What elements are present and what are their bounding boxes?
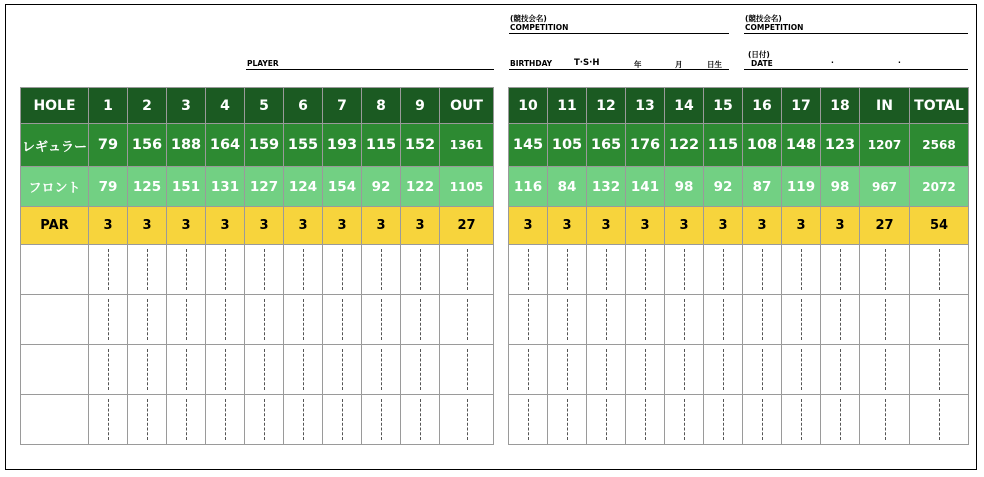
- score-cell[interactable]: [548, 345, 587, 395]
- par-value: 3: [743, 207, 782, 245]
- par-value: 3: [782, 207, 821, 245]
- front-grand-total: 2072: [910, 167, 969, 207]
- score-cell[interactable]: [587, 395, 626, 445]
- score-cell[interactable]: [245, 245, 284, 295]
- total-label: TOTAL: [910, 88, 969, 124]
- score-cell[interactable]: [509, 245, 548, 295]
- score-cell[interactable]: [509, 395, 548, 445]
- regular-tee-row: [21, 124, 494, 167]
- date-label-en: DATE: [751, 59, 773, 68]
- score-row: [21, 295, 494, 345]
- hole-number: 1: [89, 88, 128, 124]
- hole-number: 4: [206, 88, 245, 124]
- score-total-cell[interactable]: [910, 245, 969, 295]
- score-cell[interactable]: [587, 245, 626, 295]
- score-cell[interactable]: [362, 395, 401, 445]
- score-cell[interactable]: [743, 345, 782, 395]
- front-yardage: 127: [245, 167, 284, 207]
- score-cell[interactable]: [167, 295, 206, 345]
- score-cell[interactable]: [704, 395, 743, 445]
- front-yardage: 154: [323, 167, 362, 207]
- date-separator-1: ·: [831, 58, 834, 67]
- score-cell[interactable]: [284, 345, 323, 395]
- par-value: 3: [821, 207, 860, 245]
- score-cell[interactable]: [782, 345, 821, 395]
- hole-number: 2: [128, 88, 167, 124]
- regular-yardage: 159: [245, 124, 284, 167]
- par-value: 3: [401, 207, 440, 245]
- score-cell[interactable]: [587, 295, 626, 345]
- regular-tee-row: [509, 124, 969, 167]
- competition-label-jp-2: (競技会名): [745, 14, 782, 23]
- par-label: PAR: [21, 207, 89, 245]
- score-total-cell[interactable]: [440, 345, 494, 395]
- score-cell[interactable]: [782, 295, 821, 345]
- par-value: 3: [245, 207, 284, 245]
- in-label: IN: [860, 88, 910, 124]
- regular-out-total: 1361: [440, 124, 494, 167]
- front-yardage: 132: [587, 167, 626, 207]
- par-row: [21, 207, 494, 245]
- hole-number: 5: [245, 88, 284, 124]
- score-row: [509, 345, 969, 395]
- year-label: 年: [634, 60, 642, 69]
- hole-number: 11: [548, 88, 587, 124]
- front-yardage: 79: [89, 167, 128, 207]
- birthday-field[interactable]: [509, 69, 729, 70]
- score-row: [21, 345, 494, 395]
- score-cell[interactable]: [821, 345, 860, 395]
- score-cell[interactable]: [284, 395, 323, 445]
- front-yardage: 124: [284, 167, 323, 207]
- regular-yardage: 122: [665, 124, 704, 167]
- score-cell[interactable]: [128, 295, 167, 345]
- score-cell[interactable]: [89, 345, 128, 395]
- birthday-label: BIRTHDAY: [510, 59, 553, 68]
- hole-number: 10: [509, 88, 548, 124]
- hole-number: 9: [401, 88, 440, 124]
- regular-yardage: 123: [821, 124, 860, 167]
- score-cell[interactable]: [704, 295, 743, 345]
- player-name-cell[interactable]: [21, 245, 89, 295]
- score-total-cell[interactable]: [910, 345, 969, 395]
- par-grand-total: 54: [910, 207, 969, 245]
- score-cell[interactable]: [206, 345, 245, 395]
- score-cell[interactable]: [89, 395, 128, 445]
- regular-yardage: 152: [401, 124, 440, 167]
- out-label: OUT: [440, 88, 494, 124]
- hole-number: 18: [821, 88, 860, 124]
- player-name-cell[interactable]: [21, 395, 89, 445]
- score-cell[interactable]: [167, 245, 206, 295]
- hole-number: 14: [665, 88, 704, 124]
- score-cell[interactable]: [323, 245, 362, 295]
- front-yardage: 122: [401, 167, 440, 207]
- score-cell[interactable]: [401, 295, 440, 345]
- par-value: 3: [323, 207, 362, 245]
- hole-number: 3: [167, 88, 206, 124]
- score-cell[interactable]: [284, 245, 323, 295]
- regular-yardage: 115: [704, 124, 743, 167]
- score-cell[interactable]: [206, 395, 245, 445]
- score-cell[interactable]: [626, 245, 665, 295]
- score-cell[interactable]: [362, 245, 401, 295]
- score-cell[interactable]: [821, 245, 860, 295]
- score-row: [509, 395, 969, 445]
- score-cell[interactable]: [89, 295, 128, 345]
- score-total-cell[interactable]: [860, 245, 910, 295]
- score-cell[interactable]: [665, 345, 704, 395]
- score-cell[interactable]: [323, 395, 362, 445]
- date-field[interactable]: [744, 69, 968, 70]
- score-total-cell[interactable]: [860, 395, 910, 445]
- score-cell[interactable]: [782, 395, 821, 445]
- competition-field-2[interactable]: [744, 33, 968, 34]
- score-total-cell[interactable]: [910, 295, 969, 345]
- regular-yardage: 165: [587, 124, 626, 167]
- score-total-cell[interactable]: [910, 395, 969, 445]
- score-row: [21, 245, 494, 295]
- par-value: 3: [206, 207, 245, 245]
- player-field[interactable]: [246, 69, 494, 70]
- score-cell[interactable]: [245, 295, 284, 345]
- score-cell[interactable]: [245, 345, 284, 395]
- score-cell[interactable]: [284, 295, 323, 345]
- par-value: 3: [167, 207, 206, 245]
- regular-yardage: 188: [167, 124, 206, 167]
- par-value: 3: [665, 207, 704, 245]
- front-yardage: 92: [704, 167, 743, 207]
- par-value: 3: [704, 207, 743, 245]
- score-cell[interactable]: [128, 245, 167, 295]
- score-cell[interactable]: [362, 295, 401, 345]
- hole-number: 12: [587, 88, 626, 124]
- score-cell[interactable]: [128, 395, 167, 445]
- hole-number: 16: [743, 88, 782, 124]
- competition-label-en-1: COMPETITION: [510, 23, 569, 32]
- hole-number: 8: [362, 88, 401, 124]
- regular-yardage: 176: [626, 124, 665, 167]
- back-nine-table: [508, 87, 969, 445]
- par-value: 3: [362, 207, 401, 245]
- front-yardage: 119: [782, 167, 821, 207]
- score-total-cell[interactable]: [440, 295, 494, 345]
- front-yardage: 98: [821, 167, 860, 207]
- score-total-cell[interactable]: [860, 345, 910, 395]
- score-row: [509, 295, 969, 345]
- front-yardage: 87: [743, 167, 782, 207]
- score-total-cell[interactable]: [860, 295, 910, 345]
- competition-label-jp-1: (競技会名): [510, 14, 547, 23]
- score-cell[interactable]: [743, 245, 782, 295]
- front-out-total: 1105: [440, 167, 494, 207]
- score-cell[interactable]: [626, 395, 665, 445]
- regular-yardage: 148: [782, 124, 821, 167]
- regular-yardage: 108: [743, 124, 782, 167]
- score-cell[interactable]: [167, 395, 206, 445]
- score-cell[interactable]: [89, 245, 128, 295]
- par-out-total: 27: [440, 207, 494, 245]
- score-cell[interactable]: [245, 395, 284, 445]
- par-row: [509, 207, 969, 245]
- par-value: 3: [626, 207, 665, 245]
- score-cell[interactable]: [626, 345, 665, 395]
- hole-row: [509, 88, 969, 124]
- score-cell[interactable]: [401, 395, 440, 445]
- score-cell[interactable]: [626, 295, 665, 345]
- date-separator-2: ·: [898, 58, 901, 67]
- par-value: 3: [548, 207, 587, 245]
- regular-grand-total: 2568: [910, 124, 969, 167]
- front-yardage: 125: [128, 167, 167, 207]
- score-cell[interactable]: [548, 395, 587, 445]
- front-yardage: 98: [665, 167, 704, 207]
- front-yardage: 92: [362, 167, 401, 207]
- regular-yardage: 156: [128, 124, 167, 167]
- score-cell[interactable]: [206, 295, 245, 345]
- score-cell[interactable]: [665, 295, 704, 345]
- regular-in-total: 1207: [860, 124, 910, 167]
- score-cell[interactable]: [128, 345, 167, 395]
- score-cell[interactable]: [704, 245, 743, 295]
- competition-label-en-2: COMPETITION: [745, 23, 804, 32]
- score-cell[interactable]: [782, 245, 821, 295]
- regular-yardage: 105: [548, 124, 587, 167]
- par-value: 3: [587, 207, 626, 245]
- score-cell[interactable]: [548, 245, 587, 295]
- par-value: 3: [509, 207, 548, 245]
- regular-yardage: 145: [509, 124, 548, 167]
- regular-yardage: 164: [206, 124, 245, 167]
- regular-tee-label: レギュラー: [21, 124, 89, 167]
- score-cell[interactable]: [704, 345, 743, 395]
- score-cell[interactable]: [509, 295, 548, 345]
- era-label: T·S·H: [574, 58, 600, 68]
- score-cell[interactable]: [548, 295, 587, 345]
- score-cell[interactable]: [167, 345, 206, 395]
- score-cell[interactable]: [323, 345, 362, 395]
- hole-label: HOLE: [21, 88, 89, 124]
- player-name-cell[interactable]: [21, 345, 89, 395]
- hole-number: 13: [626, 88, 665, 124]
- score-cell[interactable]: [509, 345, 548, 395]
- score-cell[interactable]: [665, 395, 704, 445]
- born-label: 日生: [707, 60, 722, 69]
- score-cell[interactable]: [323, 295, 362, 345]
- front-tee-label: フロント: [21, 167, 89, 207]
- front-yardage: 151: [167, 167, 206, 207]
- hole-number: 6: [284, 88, 323, 124]
- score-cell[interactable]: [821, 395, 860, 445]
- regular-yardage: 115: [362, 124, 401, 167]
- score-cell[interactable]: [821, 295, 860, 345]
- score-cell[interactable]: [665, 245, 704, 295]
- score-cell[interactable]: [401, 245, 440, 295]
- front-in-total: 967: [860, 167, 910, 207]
- front-yardage: 84: [548, 167, 587, 207]
- score-cell[interactable]: [587, 345, 626, 395]
- competition-field-1[interactable]: [509, 33, 729, 34]
- front-nine-table: [20, 87, 494, 445]
- score-total-cell[interactable]: [440, 245, 494, 295]
- date-label-jp: (日付): [748, 50, 770, 59]
- month-label: 月: [675, 60, 683, 69]
- score-cell[interactable]: [743, 395, 782, 445]
- hole-row: [21, 88, 494, 124]
- front-yardage: 141: [626, 167, 665, 207]
- regular-yardage: 79: [89, 124, 128, 167]
- score-cell[interactable]: [401, 345, 440, 395]
- front-tee-row: [509, 167, 969, 207]
- player-name-cell[interactable]: [21, 295, 89, 345]
- score-cell[interactable]: [206, 245, 245, 295]
- hole-number: 15: [704, 88, 743, 124]
- score-row: [509, 245, 969, 295]
- score-cell[interactable]: [362, 345, 401, 395]
- par-value: 3: [89, 207, 128, 245]
- par-value: 3: [284, 207, 323, 245]
- hole-number: 17: [782, 88, 821, 124]
- player-label: PLAYER: [247, 59, 279, 68]
- score-row: [21, 395, 494, 445]
- front-yardage: 131: [206, 167, 245, 207]
- regular-yardage: 155: [284, 124, 323, 167]
- par-value: 3: [128, 207, 167, 245]
- score-cell[interactable]: [743, 295, 782, 345]
- score-total-cell[interactable]: [440, 395, 494, 445]
- front-tee-row: [21, 167, 494, 207]
- hole-number: 7: [323, 88, 362, 124]
- par-in-total: 27: [860, 207, 910, 245]
- regular-yardage: 193: [323, 124, 362, 167]
- front-yardage: 116: [509, 167, 548, 207]
